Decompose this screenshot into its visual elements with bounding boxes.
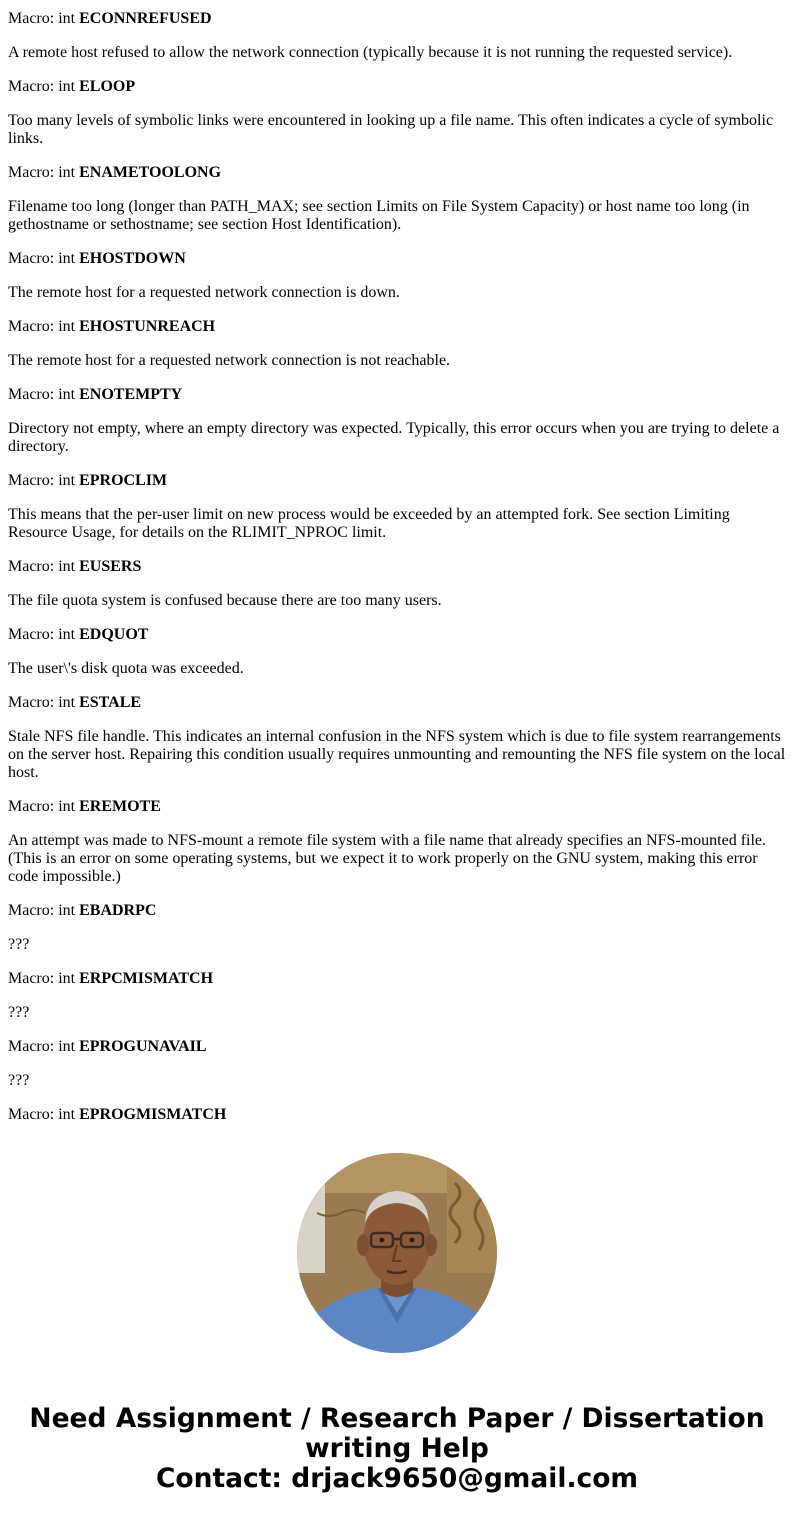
macro-description: ??? xyxy=(8,1072,30,1089)
macro-heading xyxy=(8,970,786,988)
macro-prefix: Macro: int xyxy=(8,250,80,267)
macro-heading xyxy=(8,164,786,182)
macro-heading xyxy=(8,1106,786,1124)
macro-name: EPROGMISMATCH xyxy=(79,1106,227,1123)
macro-prefix: Macro: int xyxy=(8,694,80,711)
macro-name: EPROCLIM xyxy=(79,472,168,489)
macro-prefix: Macro: int xyxy=(8,318,80,335)
macro-name: ENAMETOOLONG xyxy=(79,164,222,181)
macro-description: Directory not empty, where an empty directory was expected. Typically, this error occurs when you are trying to delete a directory. xyxy=(8,420,780,455)
macro-description: The remote host for a requested network connection is down. xyxy=(8,284,400,301)
macro-prefix: Macro: int xyxy=(8,10,80,27)
macro-name: EHOSTUNREACH xyxy=(79,318,216,335)
macro-heading xyxy=(8,626,786,644)
macro-heading xyxy=(8,318,786,336)
macro-description: An attempt was made to NFS-mount a remote file system with a file name that already specifies an NFS-mounted file. (This is an error on some operating systems, but we expect it to work properly on the GNU system, making this error code impossible.) xyxy=(8,832,767,885)
macro-name: EPROGUNAVAIL xyxy=(79,1038,207,1055)
macro-prefix: Macro: int xyxy=(8,1106,80,1123)
macro-heading xyxy=(8,798,786,816)
author-avatar xyxy=(297,1153,497,1353)
macro-description: The user\'s disk quota was exceeded. xyxy=(8,660,244,677)
macro-name: ECONNREFUSED xyxy=(79,10,212,27)
macro-list xyxy=(8,10,786,1140)
macro-name: EUSERS xyxy=(79,558,142,575)
macro-prefix: Macro: int xyxy=(8,902,80,919)
macro-prefix: Macro: int xyxy=(8,472,80,489)
macro-name: EHOSTDOWN xyxy=(79,250,186,267)
macro-name: ESTALE xyxy=(79,694,142,711)
macro-description: This means that the per-user limit on new process would be exceeded by an attempted fork. See section Limiting Resource Usage, for details on the RLIMIT_NPROC limit. xyxy=(8,506,730,541)
macro-name: ELOOP xyxy=(79,78,136,95)
macro-heading xyxy=(8,386,786,404)
macro-description: Stale NFS file handle. This indicates an internal confusion in the NFS system which is due to file system rearrangements on the server host. Repairing this condition usually requires unmounting and remounting the NFS file system on the local host. xyxy=(8,728,786,781)
macro-prefix: Macro: int xyxy=(8,164,80,181)
macro-description: The file quota system is confused because there are too many users. xyxy=(8,592,442,609)
macro-name: EREMOTE xyxy=(79,798,161,815)
macro-heading xyxy=(8,1038,786,1056)
macro-prefix: Macro: int xyxy=(8,798,80,815)
macro-description: A remote host refused to allow the network connection (typically because it is not running the requested service). xyxy=(8,44,733,61)
macro-name: ENOTEMPTY xyxy=(79,386,183,403)
macro-heading xyxy=(8,78,786,96)
macro-description: Filename too long (longer than PATH_MAX; see section Limits on File System Capacity) or host name too long (in gethostname or sethostname; see section Host Identification). xyxy=(8,198,750,233)
promo-banner xyxy=(0,1404,794,1494)
macro-heading xyxy=(8,694,786,712)
macro-heading xyxy=(8,902,786,920)
macro-heading xyxy=(8,472,786,490)
macro-heading xyxy=(8,558,786,576)
macro-description: Too many levels of symbolic links were encountered in looking up a file name. This often indicates a cycle of symbolic links. xyxy=(8,112,774,147)
author-photo-illustration xyxy=(297,1153,497,1353)
macro-prefix: Macro: int xyxy=(8,970,80,987)
promo-line-1: Need Assignment / Research Paper / Dissertation xyxy=(29,1403,765,1434)
macro-heading xyxy=(8,250,786,268)
macro-name: EDQUOT xyxy=(79,626,149,643)
macro-name: ERPCMISMATCH xyxy=(79,970,214,987)
macro-description: ??? xyxy=(8,936,30,953)
macro-prefix: Macro: int xyxy=(8,1038,80,1055)
macro-heading xyxy=(8,10,786,28)
macro-prefix: Macro: int xyxy=(8,78,80,95)
macro-description: The remote host for a requested network connection is not reachable. xyxy=(8,352,451,369)
promo-contact: Contact: drjack9650@gmail.com xyxy=(155,1463,639,1494)
macro-prefix: Macro: int xyxy=(8,558,80,575)
macro-prefix: Macro: int xyxy=(8,626,80,643)
macro-prefix: Macro: int xyxy=(8,386,80,403)
macro-description: ??? xyxy=(8,1004,30,1021)
macro-name: EBADRPC xyxy=(79,902,157,919)
promo-line-2: writing Help xyxy=(305,1433,489,1464)
